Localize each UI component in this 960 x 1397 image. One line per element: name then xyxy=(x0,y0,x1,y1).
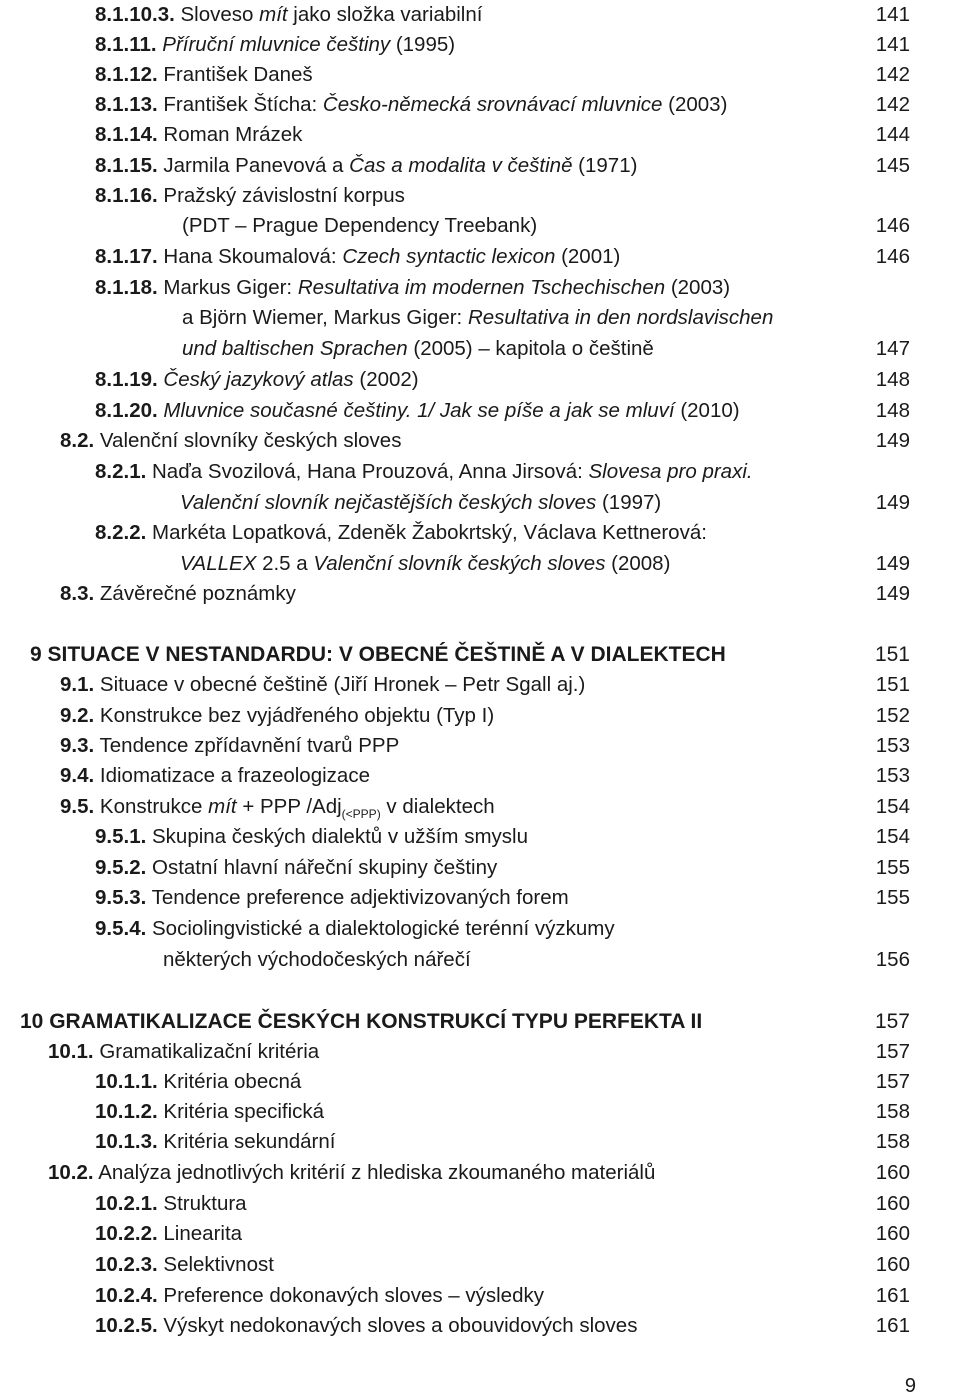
toc-entry: 10.2.3. Selektivnost 160 xyxy=(95,1253,910,1276)
toc-chapter-heading: 9 SITUACE V NESTANDARDU: V OBECNÉ ČEŠTINĚ A V DIALEKTECH 151 xyxy=(30,643,910,666)
toc-entry: 9.5.3. Tendence preference adjektivizovaných forem 155 xyxy=(95,886,910,909)
toc-entry: 8.2. Valenční slovníky českých sloves 149 xyxy=(60,429,910,452)
toc-entry-continuation: některých východočeských nářečí 156 xyxy=(163,948,910,971)
toc-entry-continuation: VALLEX 2.5 a Valenční slovník českých sloves (2008) 149 xyxy=(180,552,910,575)
toc-entry: 8.1.18. Markus Giger: Resultativa im modernen Tschechischen (2003) xyxy=(95,276,731,299)
toc-entry: 10.2.5. Výskyt nedokonavých sloves a obouvidových sloves 161 xyxy=(95,1314,910,1337)
toc-entry: 8.1.16. Pražský závislostní korpus xyxy=(95,184,405,207)
toc-entry-continuation: (PDT – Prague Dependency Treebank) 146 xyxy=(182,214,910,237)
toc-entry: 8.1.10.3. Sloveso mít jako složka variabilní 141 xyxy=(95,3,910,26)
toc-entry: 8.1.19. Český jazykový atlas (2002) 148 xyxy=(95,368,910,391)
toc-entry: 10.1.1. Kritéria obecná 157 xyxy=(95,1070,910,1093)
toc-entry: 10.2.4. Preference dokonavých sloves – výsledky 161 xyxy=(95,1284,910,1307)
toc-entry: 10.2.2. Linearita 160 xyxy=(95,1222,910,1245)
toc-entry: 9.5. Konstrukce mít + PPP /Adj$_{(<PPP)}$ v dialektech 154 xyxy=(60,795,910,822)
page-number: 9 xyxy=(904,1375,916,1397)
toc-entry-continuation: und baltischen Sprachen (2005) – kapitola o češtině 147 xyxy=(182,337,910,360)
toc-entry: 8.1.13. František Štícha: Česko-německá srovnávací mluvnice (2003) 142 xyxy=(95,93,910,116)
toc-chapter-heading: 10 GRAMATIKALIZACE ČESKÝCH KONSTRUKCÍ TYPU PERFEKTA II 157 xyxy=(20,1010,910,1033)
toc-entry: 8.1.12. František Daneš 142 xyxy=(95,63,910,86)
toc-entry: 8.1.17. Hana Skoumalová: Czech syntactic lexicon (2001) 146 xyxy=(95,245,910,268)
toc-entry: 8.1.11. Příruční mluvnice češtiny (1995) 141 xyxy=(95,33,910,56)
toc-entry: 8.1.20. Mluvnice současné češtiny. 1/ Jak se píše a jak se mluví (2010) 148 xyxy=(95,399,910,422)
toc-entry: 8.3. Závěrečné poznámky 149 xyxy=(60,582,910,605)
toc-entry: 9.3. Tendence zpřídavnění tvarů PPP 153 xyxy=(60,734,910,757)
toc-entry: 10.1. Gramatikalizační kritéria 157 xyxy=(48,1040,910,1063)
toc-entry: 9.5.4. Sociolingvistické a dialektologické terénní výzkumy xyxy=(95,917,615,940)
toc-entry: 9.2. Konstrukce bez vyjádřeného objektu (Typ I) 152 xyxy=(60,704,910,727)
toc-entry: 9.1. Situace v obecné češtině (Jiří Hronek – Petr Sgall aj.) 151 xyxy=(60,673,910,696)
toc-entry: 8.2.1. Naďa Svozilová, Hana Prouzová, Anna Jirsová: Slovesa pro praxi. xyxy=(95,460,753,483)
toc-entry: 10.1.2. Kritéria specifická 158 xyxy=(95,1100,910,1123)
toc-entry: 9.5.1. Skupina českých dialektů v užším smyslu 154 xyxy=(95,825,910,848)
toc-entry: 9.4. Idiomatizace a frazeologizace 153 xyxy=(60,764,910,787)
toc-entry: 8.1.14. Roman Mrázek 144 xyxy=(95,123,910,146)
toc-entry-continuation: a Björn Wiemer, Markus Giger: Resultativa in den nordslavischen xyxy=(182,306,774,329)
toc-entry: 10.1.3. Kritéria sekundární 158 xyxy=(95,1130,910,1153)
toc-entry: 8.1.15. Jarmila Panevová a Čas a modalita v češtině (1971) 145 xyxy=(95,154,910,177)
toc-entry: 10.2. Analýza jednotlivých kritérií z hlediska zkoumaného materiálů 160 xyxy=(48,1161,910,1184)
toc-entry: 8.2.2. Markéta Lopatková, Zdeněk Žabokrtský, Václava Kettnerová: xyxy=(95,521,707,544)
toc-entry-continuation: Valenční slovník nejčastějších českých sloves (1997) 149 xyxy=(180,491,910,514)
toc-entry: 9.5.2. Ostatní hlavní nářeční skupiny češtiny 155 xyxy=(95,856,910,879)
toc-entry: 10.2.1. Struktura 160 xyxy=(95,1192,910,1215)
